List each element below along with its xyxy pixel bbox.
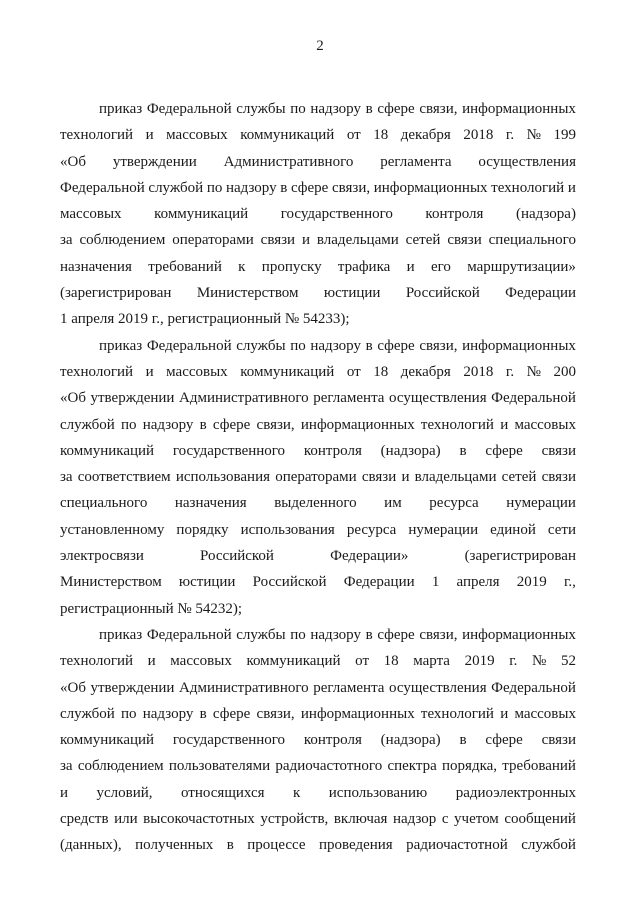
- text-line: технологий и массовых коммуникаций от 18 марта 2019 г. № 52: [60, 653, 576, 670]
- text-line: коммуникаций государственного контроля (надзора) в сфере связи: [60, 442, 576, 459]
- text-line: «Об утверждении Административного регламента осуществления: [60, 153, 576, 170]
- text-line: средств или высокочастотных устройств, включая надзор с учетом сообщений: [60, 811, 576, 828]
- paragraph-3: [60, 622, 576, 859]
- text-line: за соответствием использования операторами связи и владельцами сетей связи: [60, 469, 576, 486]
- text-line: приказ Федеральной службы по надзору в сфере связи, информационных: [99, 337, 576, 354]
- text-line: коммуникаций государственного контроля (надзора) в сфере связи: [60, 732, 576, 749]
- text-line: «Об утверждении Административного регламента осуществления Федеральной: [60, 679, 576, 696]
- text-line: (зарегистрирован Министерством юстиции Российской Федерации: [60, 285, 576, 302]
- text-line: Министерством юстиции Российской Федерации 1 апреля 2019 г.,: [60, 574, 576, 591]
- text-line: приказ Федеральной службы по надзору в сфере связи, информационных: [99, 101, 576, 117]
- page-number: 2: [316, 38, 324, 54]
- text-line: службой по надзору в сфере связи, информационных технологий и массовых: [60, 705, 576, 722]
- text-line: «Об утверждении Административного регламента осуществления Федеральной: [60, 390, 576, 407]
- text-line: за соблюдением пользователями радиочастотного спектра порядка, требований: [60, 758, 576, 775]
- text-line: назначения требований к пропуску трафика и его маршрутизации»: [60, 258, 576, 275]
- text-line: технологий и массовых коммуникаций от 18 декабря 2018 г. № 200: [60, 363, 576, 380]
- text-line: за соблюдением операторами связи и владельцами сетей связи специального: [60, 232, 576, 249]
- paragraph-2: [60, 333, 576, 622]
- text-line: установленному порядку использования ресурса нумерации единой сети: [60, 521, 576, 538]
- text-line: регистрационный № 54232);: [60, 600, 243, 617]
- text-line: приказ Федеральной службы по надзору в сфере связи, информационных: [99, 626, 576, 643]
- text-line: (данных), полученных в процессе проведения радиочастотной службой: [60, 837, 576, 854]
- text-line: Федеральной службой по надзору в сфере связи, информационных технологий и: [60, 179, 576, 196]
- document-body: [60, 96, 576, 859]
- text-line: службой по надзору в сфере связи, информационных технологий и массовых: [60, 416, 576, 433]
- text-line: технологий и массовых коммуникаций от 18 декабря 2018 г. № 199: [60, 127, 576, 144]
- text-line: массовых коммуникаций государственного контроля (надзора): [60, 206, 576, 223]
- text-line: специального назначения выделенного им ресурса нумерации: [60, 495, 576, 512]
- paragraph-1: [60, 96, 576, 333]
- text-line: 1 апреля 2019 г., регистрационный № 54233);: [60, 311, 350, 328]
- text-line: электросвязи Российской Федерации» (зарегистрирован: [60, 548, 576, 565]
- text-line: и условий, относящихся к использованию радиоэлектронных: [60, 784, 576, 801]
